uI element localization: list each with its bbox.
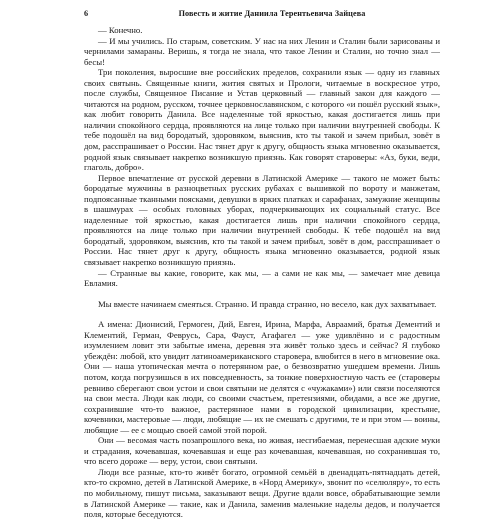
paragraph: — И мы учились. По старым, советским. У нас на них Ленин и Сталин были зарисованы и чернилами замараны. Веришь, я тогда не знала, что такое Ленин и Сталин, но точно знал — бесы! bbox=[84, 35, 440, 67]
paragraph: Три поколения, выросшие вне российских пределов, сохранили язык — одну из главных своих святынь. Священные книги, жития святых и Прологи, читаемые в воскресное утро, после службы, Священное Писание и Устав церковный — главный закон для каждого — читаются на родном, русском, точнее церковнославянском, с которого «и пошёл русский язык», как любит говорить Данила. Все наделенные той яркостью, какая достигается лишь при наличии спокойного сердца, проявляются на лице только при наличии внутренней свободы. К тебе подошёл на вид бородатый, здоровяком, выяснив, кто ты такой и зачем прибыл, зовёт в дом, расспрашивает о России. Нас тянет друг к другу, общность языка мгновенно оказывается, родной язык связывает накрепко возникшую приязнь. Как говорят староверы: «Аз, буки, веди, глаголь, добро». bbox=[84, 67, 440, 173]
paragraph: — Конечно. bbox=[98, 25, 143, 35]
paragraph: Они — весомая часть позапрошлого века, но живая, несгибаемая, перенесшая адские муки и страдания, кочевавшая, кочевавшая и еще раз кочевавшая, кочевавшая, но сохранившая то, что всего дороже — веру, устои, свои святыни. bbox=[84, 435, 440, 467]
paragraph: — Странные вы какие, говорите, как мы, — а сами не как мы, — замечает мне девица Евламия. bbox=[84, 267, 440, 289]
paragraph: Люди все разные, кто-то живёт богато, огромной семьёй в двенадцать-пятнадцать детей, кто-то скромно, детей в Латинской Америке, в «Норд Америку», звонит по «селюляру», то есть по мобильному, пишут письма, заказывают вещи. Другие вдали вовсе, обрабатывающие земли в Латинской Америке — такие, как и Данила, заменив маленькие наделы дедов, и получается поля, которые беседуются. bbox=[84, 466, 440, 520]
page-number: 6 bbox=[84, 9, 89, 18]
paragraph: Мы вместе начинаем смеяться. Странно. И правда странно, но весело, как дух захватывает. bbox=[98, 298, 437, 309]
running-title: Повесть и житие Даниила Терентьевича Зайцева bbox=[178, 9, 366, 18]
body-text bbox=[84, 25, 440, 520]
paragraph: Первое впечатление от русской деревни в Латинской Америке — такого не может быть: бородатые мужчины в разноцветных русских рубахах с вышивкой по вороту и манжетам, подпоясанные тканными поясками, девушки в ярких платках и сарафанах, замужние женщины в шашмурах — особых головных уборах, подчеркивающих их социальный статус. Все наделенные той яркостью, какая достигается лишь при наличии спокойного сердца, проявляются на лице только при наличии внутренней свободы. К тебе подошёл на вид бородатый, здоровяком, выяснив, кто ты такой и зачем прибыл, зовёт в дом, расспрашивает о России. Нас тянет друг к другу, общность языка мгновенно оказывается, родной язык связывает накрепко возникшую приязнь. bbox=[84, 172, 440, 268]
running-header bbox=[84, 9, 440, 25]
paragraph: А имена: Дионисий, Гермоген, Дий, Евген, Ирина, Марфа, Авраамий, братья Дементий и Клементий, Герман, Феврусь, Сара, Фауст, Агафагел — уже удивлённо и с радостным изумлением ловит эти забытые имена, деревня эта живёт только здесь и сейчас? Я глубоко убеждён: любой, кто увидит латиноамериканского старовера, влюбится в него в мгновение ока. Они — наша утопическая мечта о потерянном рае, о безвозвратно ушедшем времени. Лишь потом, когда погрузишься в их повседневность, за тонкие поверхностную часть ее (староверы ревниво сберегают свои устои и свои святыни не делятся с «чужаками») или связи поселяются на свои места. Люди как люди, со своими счастьем, претензиями, обидами, а все же другие, сохранившие что-то важное, растеряннoe нами в городской цивилизации, крестьяне, кочевники, мастеровые — люди, любящие — их не смешать с другими, те и при этом — воины, любящие — ее с мощью своей самой этой порой. bbox=[84, 319, 440, 435]
